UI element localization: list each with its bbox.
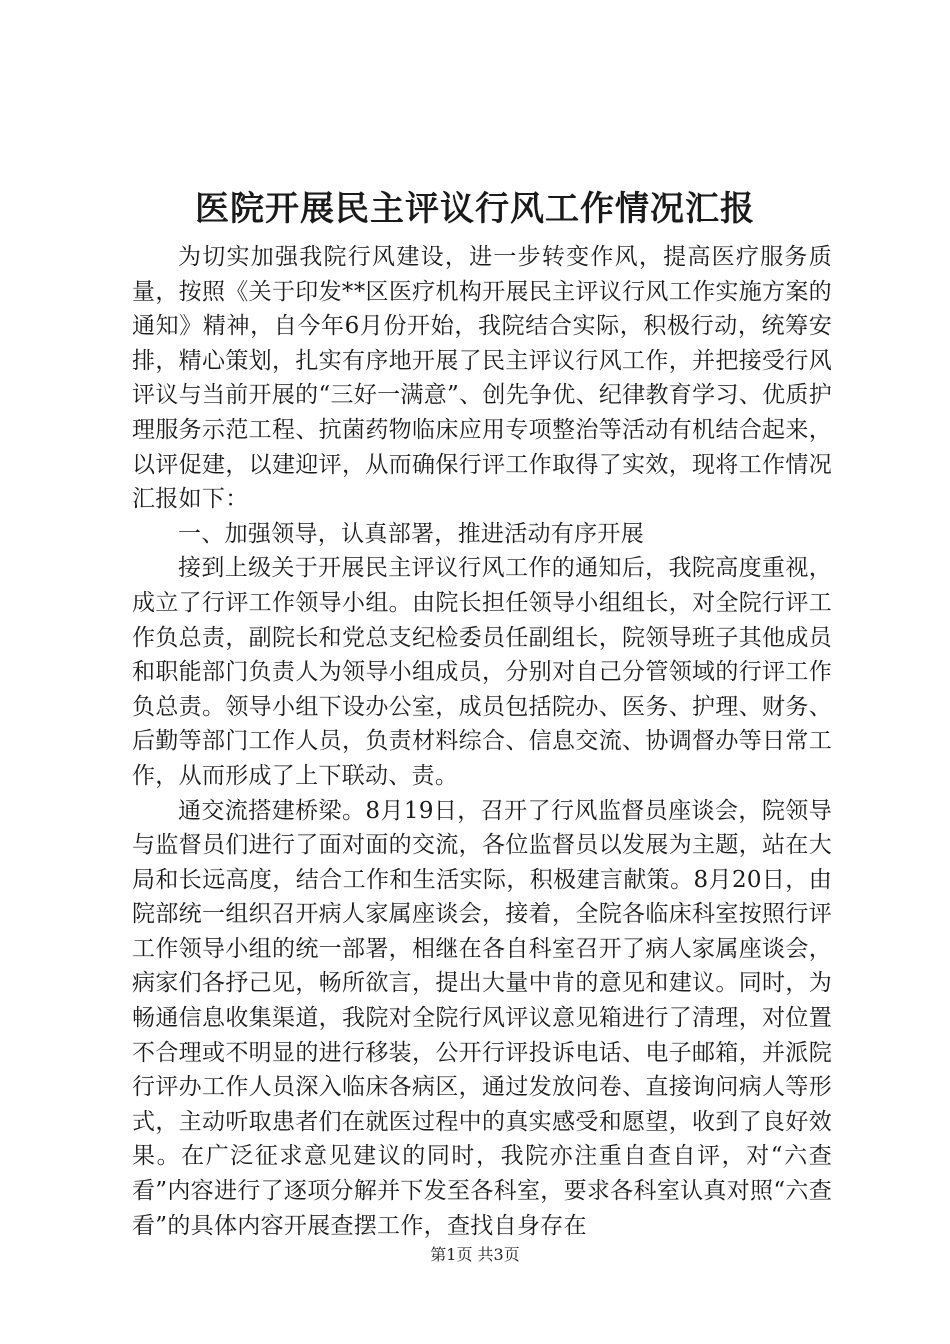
page-number-footer: 第1页 共3页 xyxy=(430,1245,520,1264)
document-body xyxy=(132,240,832,1243)
paragraph-leadership: 接到上级关于开展民主评议行风工作的通知后，我院高度重视，成立了行评工作领导小组。由院长担任领导小组组长，对全院行评工作负总责，副院长和党总支纪检委员任副组长，院领导班子其他成员和职能部门负责人为领导小组成员，分别对自己分管领域的行评工作负总责。领导小组下设办公室，成员包括院办、医务、护理、财务、后勤等部门工作人员，负责材料综合、信息交流、协调督办等日常工作，从而形成了上下联动、责。 xyxy=(132,555,832,789)
paragraph-intro: 为切实加强我院行风建设，进一步转变作风，提高医疗服务质量，按照《关于印发**区医疗机构开展民主评议行风工作实施方案的通知》精神，自今年6月份开始，我院结合实际，积极行动，统筹安排，精心策划，扎实有序地开展了民主评议行风工作，并把接受行风评议与当前开展的“三好一满意”、创先争优、纪律教育学习、优质护理服务示范工程、抗菌药物临床应用专项整治等活动有机结合起来，以评促建，以建迎评，从而确保行评工作取得了实效，现将工作情况汇报如下： xyxy=(132,244,832,513)
paragraph-communication: 通交流搭建桥梁。8月19日，召开了行风监督员座谈会，院领导与监督员们进行了面对面的交流，各位监督员以发展为主题，站在大局和长远高度，结合工作和生活实际，积极建言献策。8月20日，由院部统一组织召开病人家属座谈会，接着，全院各临床科室按照行评工作领导小组的统一部署，相继在各自科室召开了病人家属座谈会，病家们各抒己见，畅所欲言，提出大量中肯的意见和建议。同时，为畅通信息收集渠道，我院对全院行风评议意见箱进行了清理，对位置不合理或不明显的进行移装，公开行评投诉电话、电子邮箱，并派院行评办工作人员深入临床各病区，通过发放问卷、直接询问病人等形式，主动听取患者们在就医过程中的真实感受和愿望，收到了良好效果。在广泛征求意见建议的同时，我院亦注重自查自评，对“六查看”内容进行了逐项分解并下发至各科室，要求各科室认真对照“六查看”的具体内容开展查摆工作，查找自身存在 xyxy=(132,797,832,1239)
section-heading-1: 一、加强领导，认真部署，推进活动有序开展 xyxy=(178,520,644,547)
document-title: 医院开展民主评议行风工作情况汇报 xyxy=(195,189,755,229)
